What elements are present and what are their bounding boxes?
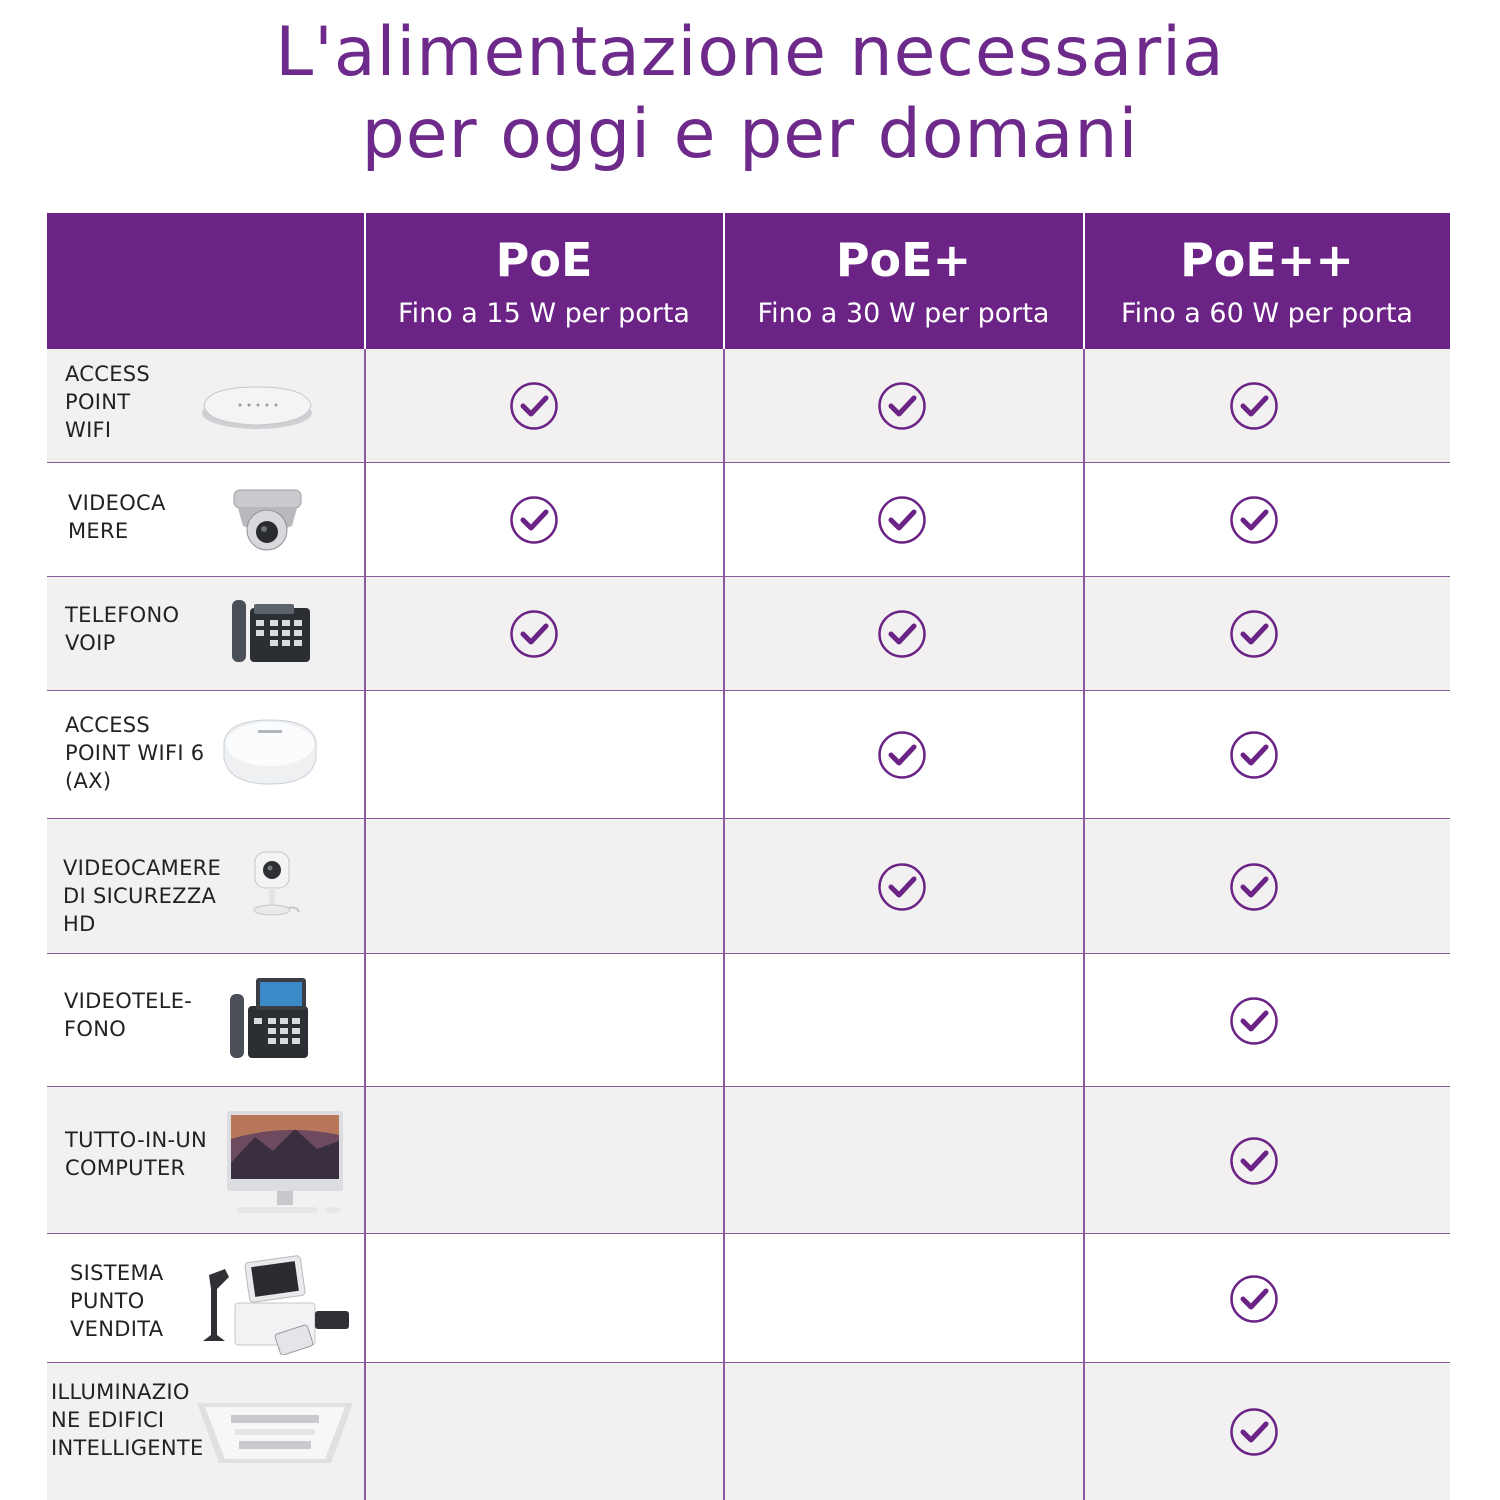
point-of-sale-icon bbox=[195, 1255, 355, 1355]
desk-phone-icon bbox=[230, 598, 312, 664]
device-label-line: POINT WIFI 6 bbox=[65, 741, 205, 765]
device-label-line: POINT bbox=[65, 390, 131, 414]
column-name: PoE bbox=[495, 233, 593, 287]
device-label-line: COMPUTER bbox=[65, 1156, 186, 1180]
check-icon bbox=[1229, 381, 1279, 431]
check-icon bbox=[509, 381, 559, 431]
check-icon bbox=[877, 381, 927, 431]
device-label-line: DI SICUREZZA bbox=[63, 884, 217, 908]
check-icon bbox=[877, 730, 927, 780]
smart-light-icon bbox=[195, 1397, 355, 1467]
header-col-poe-plus bbox=[724, 213, 1083, 349]
video-phone-icon bbox=[228, 976, 310, 1060]
device-label-line: WIFI bbox=[65, 418, 112, 442]
device-label-line: MERE bbox=[68, 519, 129, 543]
column-subtitle: Fino a 60 W per porta bbox=[1121, 298, 1413, 329]
device-label-line: FONO bbox=[64, 1017, 127, 1041]
device-label bbox=[63, 854, 221, 938]
device-label bbox=[70, 1259, 164, 1343]
device-label-line: VIDEOCA bbox=[68, 491, 166, 515]
header-col-poe-plus-plus bbox=[1084, 213, 1450, 349]
column-divider bbox=[1083, 349, 1085, 1500]
check-icon bbox=[1229, 495, 1279, 545]
check-icon bbox=[1229, 1407, 1279, 1457]
device-label-line: SISTEMA bbox=[70, 1261, 164, 1285]
device-label-line: VIDEOTELE- bbox=[64, 989, 193, 1013]
dome-camera-icon bbox=[230, 486, 305, 554]
device-label-line: ACCESS bbox=[65, 362, 151, 386]
device-label-line: VOIP bbox=[65, 631, 116, 655]
check-icon bbox=[877, 495, 927, 545]
device-label bbox=[65, 601, 179, 657]
column-divider bbox=[723, 349, 725, 1500]
device-label-line: ILLUMINAZIO bbox=[51, 1380, 190, 1404]
column-subtitle: Fino a 30 W per porta bbox=[757, 298, 1050, 329]
device-label-line: NE EDIFICI bbox=[51, 1408, 165, 1432]
device-label-line: TELEFONO bbox=[65, 603, 180, 627]
device-label bbox=[65, 360, 150, 444]
check-icon bbox=[1229, 1274, 1279, 1324]
header-col-poe bbox=[365, 213, 723, 349]
wifi6-access-point-icon bbox=[218, 716, 320, 788]
all-in-one-computer-icon bbox=[225, 1103, 350, 1218]
column-subtitle: Fino a 15 W per porta bbox=[398, 298, 690, 329]
column-divider bbox=[364, 349, 366, 1500]
page-title bbox=[0, 12, 1500, 176]
title-line-2: per oggi e per domani bbox=[361, 95, 1139, 174]
device-label-line: TUTTO-IN-UN bbox=[65, 1128, 208, 1152]
device-label-line: HD bbox=[63, 912, 96, 936]
table-header bbox=[47, 213, 1450, 349]
check-icon bbox=[877, 609, 927, 659]
check-icon bbox=[1229, 730, 1279, 780]
device-label-line: (AX) bbox=[65, 769, 112, 793]
check-icon bbox=[877, 862, 927, 912]
device-label bbox=[51, 1378, 204, 1462]
access-point-icon bbox=[200, 383, 315, 431]
check-icon bbox=[1229, 609, 1279, 659]
device-label bbox=[65, 711, 204, 795]
device-label bbox=[68, 489, 166, 545]
device-label bbox=[65, 1126, 207, 1182]
check-icon bbox=[509, 495, 559, 545]
device-label-line: ACCESS bbox=[65, 713, 151, 737]
column-name: PoE++ bbox=[1180, 233, 1354, 287]
security-camera-icon bbox=[245, 850, 300, 920]
column-name: PoE+ bbox=[835, 233, 972, 287]
device-label bbox=[64, 987, 192, 1043]
device-label-line: INTELLIGENTE bbox=[51, 1436, 204, 1460]
title-line-1: L'alimentazione necessaria bbox=[275, 13, 1225, 92]
device-label-line: VENDITA bbox=[70, 1317, 164, 1341]
check-icon bbox=[1229, 862, 1279, 912]
check-icon bbox=[1229, 1136, 1279, 1186]
device-label-line: PUNTO bbox=[70, 1289, 145, 1313]
check-icon bbox=[1229, 996, 1279, 1046]
check-icon bbox=[509, 609, 559, 659]
device-label-line: VIDEOCAMERE bbox=[63, 856, 222, 880]
